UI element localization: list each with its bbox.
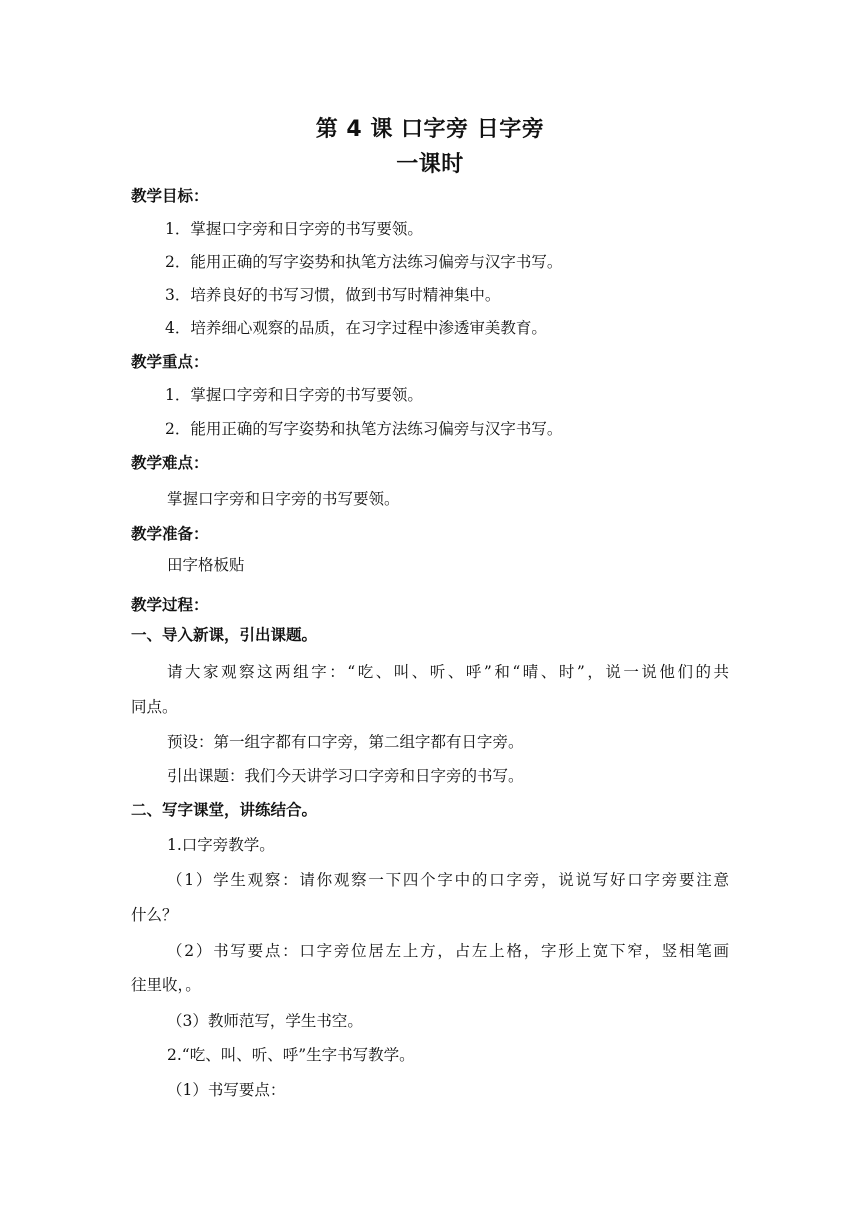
section1-paragraph: 请大家观察这两组字：“吃、叫、听、呼”和“晴、时”，说一说他们的共 xyxy=(167,663,729,681)
objective-item: 3．培养良好的书写习惯，做到书写时精神集中。 xyxy=(165,286,501,304)
sub1-item-observe: （1）学生观察：请你观察一下四个字中的口字旁，说说写好口字旁要注意 xyxy=(167,871,729,889)
sub1-item-demo: （3）教师范写，学生书空。 xyxy=(167,1012,363,1030)
objective-item: 4．培养细心观察的品质，在习字过程中渗透审美教育。 xyxy=(165,319,547,337)
key-point-item: 2．能用正确的写字姿势和执笔方法练习偏旁与汉字书写。 xyxy=(165,420,563,438)
sub2-heading: 2.“吃、叫、听、呼”生字书写教学。 xyxy=(167,1046,415,1064)
sub1-heading: 1.口字旁教学。 xyxy=(167,836,275,854)
section1-heading: 一、导入新课，引出课题。 xyxy=(131,626,318,644)
section2-heading: 二、写字课堂，讲练结合。 xyxy=(131,801,318,819)
lesson-title: 第 4 课 口字旁 日字旁 xyxy=(315,117,545,142)
objective-item: 2．能用正确的写字姿势和执笔方法练习偏旁与汉字书写。 xyxy=(165,253,563,271)
section1-paragraph-cont: 同点。 xyxy=(131,698,178,716)
sub1-item-observe-cont: 什么？ xyxy=(131,906,178,924)
objectives-heading: 教学目标： xyxy=(131,187,209,205)
process-heading: 教学过程： xyxy=(131,596,209,614)
lesson-subtitle: 一课时 xyxy=(396,152,464,177)
difficulties-heading: 教学难点： xyxy=(131,454,209,472)
key-point-item: 1．掌握口字旁和日字旁的书写要领。 xyxy=(165,386,423,404)
difficulties-text: 掌握口字旁和日字旁的书写要领。 xyxy=(167,490,400,508)
sub1-item-points-cont: 往里收，。 xyxy=(131,976,201,994)
preparation-heading: 教学准备： xyxy=(131,525,209,543)
sub1-item-points: （2）书写要点：口字旁位居左上方，占左上格，字形上宽下窄，竖相笔画 xyxy=(167,942,729,960)
section1-topic: 引出课题：我们今天讲学习口字旁和日字旁的书写。 xyxy=(167,767,524,785)
objective-item: 1．掌握口字旁和日字旁的书写要领。 xyxy=(165,220,423,238)
preparation-text: 田字格板贴 xyxy=(167,556,245,574)
key-points-heading: 教学重点： xyxy=(131,353,209,371)
section1-preset: 预设：第一组字都有口字旁，第二组字都有日字旁。 xyxy=(167,733,524,751)
sub2-item-points: （1）书写要点： xyxy=(167,1081,286,1099)
